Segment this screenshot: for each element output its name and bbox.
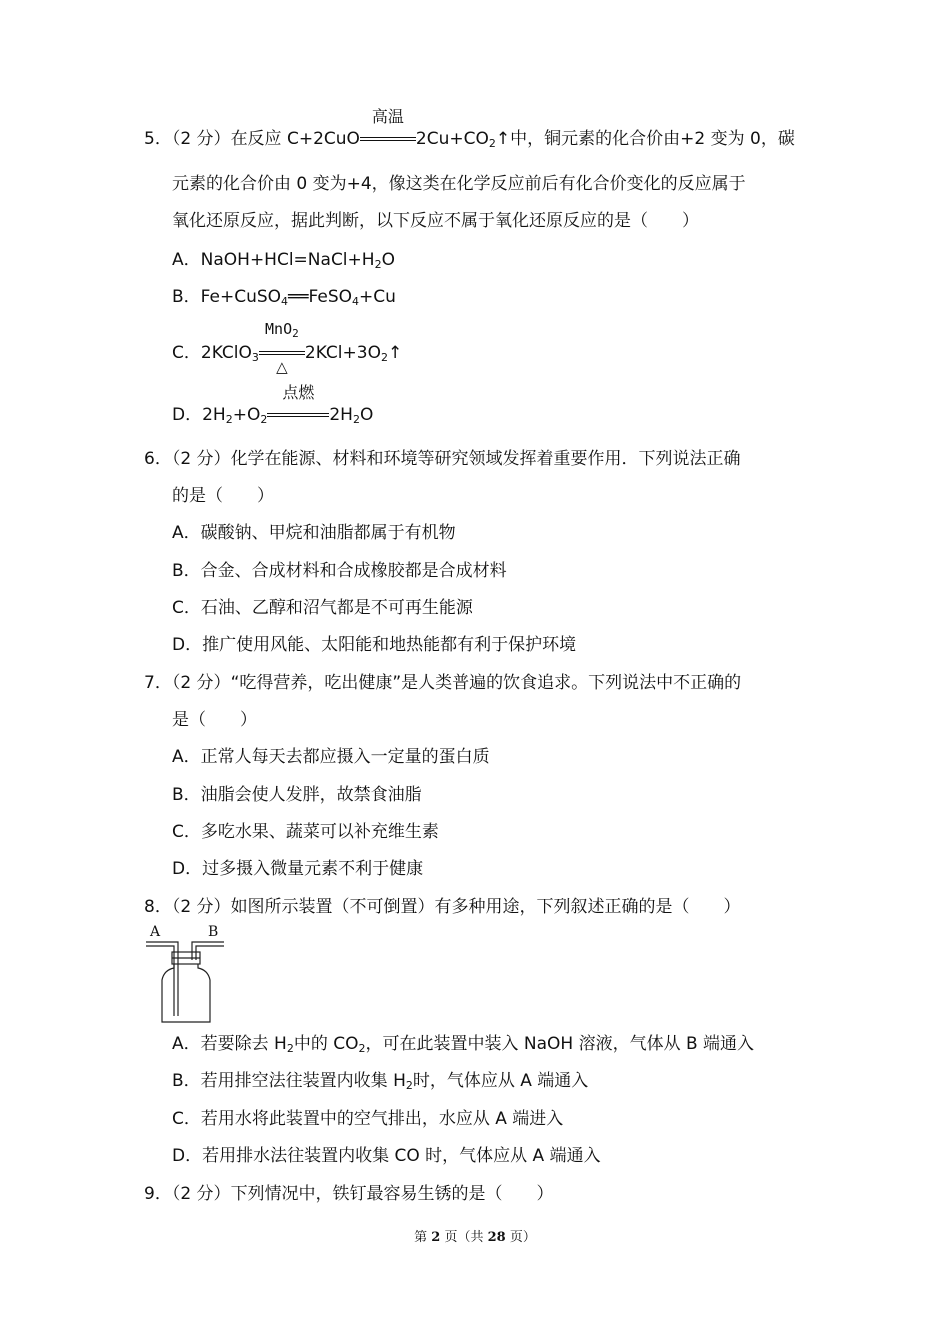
page-footer: 第 2 页（共 28 页） xyxy=(414,1230,536,1245)
q5-score: （2 分） xyxy=(171,129,231,149)
q8-number: 8． xyxy=(144,897,172,917)
q6-line2: 的是（ ） xyxy=(172,486,274,506)
q5-option-c: C．2KClO$_3$ MnO$_2$ △ $2KCl+3O_2↑$ xyxy=(172,320,403,376)
q6-option-d: D．推广使用风能、太阳能和地热能都有利于保护环境 xyxy=(172,635,577,655)
q7-option-b: B．油脂会使人发胖，故禁食油脂 xyxy=(172,785,422,805)
q5c-reaction-condition: MnO$_2$ △ xyxy=(259,342,305,364)
current-page-number: 2 xyxy=(431,1230,441,1245)
q8-score: （2 分） xyxy=(171,897,231,917)
q7-option-c: C．多吃水果、蔬菜可以补充维生素 xyxy=(172,822,439,842)
q6-score: （2 分） xyxy=(171,449,231,469)
q8-line1: 8．（2 分）如图所示装置（不可倒置）有多种用途，下列叙述正确的是（ ） xyxy=(144,897,741,917)
q5d-reaction-condition: 点燃 xyxy=(267,404,329,426)
q8-option-c: C．若用水将此装置中的空气排出，水应从 A 端进入 xyxy=(172,1109,564,1129)
q8-option-d: D．若用排水法往装置内收集 CO 时，气体应从 A 端通入 xyxy=(172,1146,601,1166)
q7-score: （2 分） xyxy=(171,673,231,693)
q7-line1: 7．（2 分）“吃得营养，吃出健康”是人类普遍的饮食追求。下列说法中不正确的 xyxy=(144,673,742,693)
q7-number: 7． xyxy=(144,673,172,693)
q8-option-a: A．若要除去 $H_2$中的 $CO_2$，可在此装置中装入 NaOH 溶液，气体从 B 端通入 xyxy=(172,1034,755,1055)
q9-score: （2 分） xyxy=(171,1184,231,1204)
q6-option-c: C．石油、乙醇和沼气都是不可再生能源 xyxy=(172,598,473,618)
q8-option-b: B．若用排空法往装置内收集 $H_2$时，气体应从 A 端通入 xyxy=(172,1071,589,1092)
q7-line2: 是（ ） xyxy=(172,710,257,730)
q6-option-a: A．碳酸钠、甲烷和油脂都属于有机物 xyxy=(172,523,456,543)
total-pages: 28 xyxy=(487,1230,506,1245)
q5-reaction-condition: 高温 xyxy=(360,128,416,150)
gas-arrow-icon: ↑ xyxy=(495,129,511,149)
figure-label-a: A xyxy=(150,924,161,940)
q5-option-b: B．Fe+CuSO$_4$══FeSO$_4$+Cu xyxy=(172,287,396,308)
q5-line2: 元素的化合价由 0 变为+4，像这类在化学反应前后有化合价变化的反应属于 xyxy=(172,174,746,194)
q7-option-a: A．正常人每天去都应摄入一定量的蛋白质 xyxy=(172,747,490,767)
q6-number: 6． xyxy=(144,449,172,469)
figure-label-b: B xyxy=(208,924,219,940)
q5-line3: 氧化还原反应，据此判断，以下反应不属于氧化还原反应的是（ ） xyxy=(172,211,699,231)
q5-option-d: D．$2H_2+O_2$ 点燃 $2H_2O$ xyxy=(172,383,374,426)
q9-line1: 9．（2 分）下列情况中，铁钉最容易生锈的是（ ） xyxy=(144,1184,554,1204)
q7-option-d: D．过多摄入微量元素不利于健康 xyxy=(172,859,424,879)
q5-option-a: A．$NaOH+HCl=NaCl+H_2O$ xyxy=(172,250,395,271)
gas-arrow-icon: ↑ xyxy=(387,343,403,363)
q5-number: 5． xyxy=(144,129,172,149)
q5-line1: 5．（2 分）在反应 C+2CuO 高温 $2Cu+CO_2↑$中，铜元素的化合价由+2 变为 0，碳 xyxy=(144,107,795,150)
q6-option-b: B．合金、合成材料和合成橡胶都是合成材料 xyxy=(172,561,507,581)
gas-washing-bottle-figure xyxy=(144,924,230,1026)
bottle-drawing xyxy=(144,924,230,1026)
q9-number: 9． xyxy=(144,1184,172,1204)
heat-triangle-icon: △ xyxy=(276,358,288,376)
q6-line1: 6．（2 分）化学在能源、材料和环境等研究领域发挥着重要作用．下列说法正确 xyxy=(144,449,741,469)
